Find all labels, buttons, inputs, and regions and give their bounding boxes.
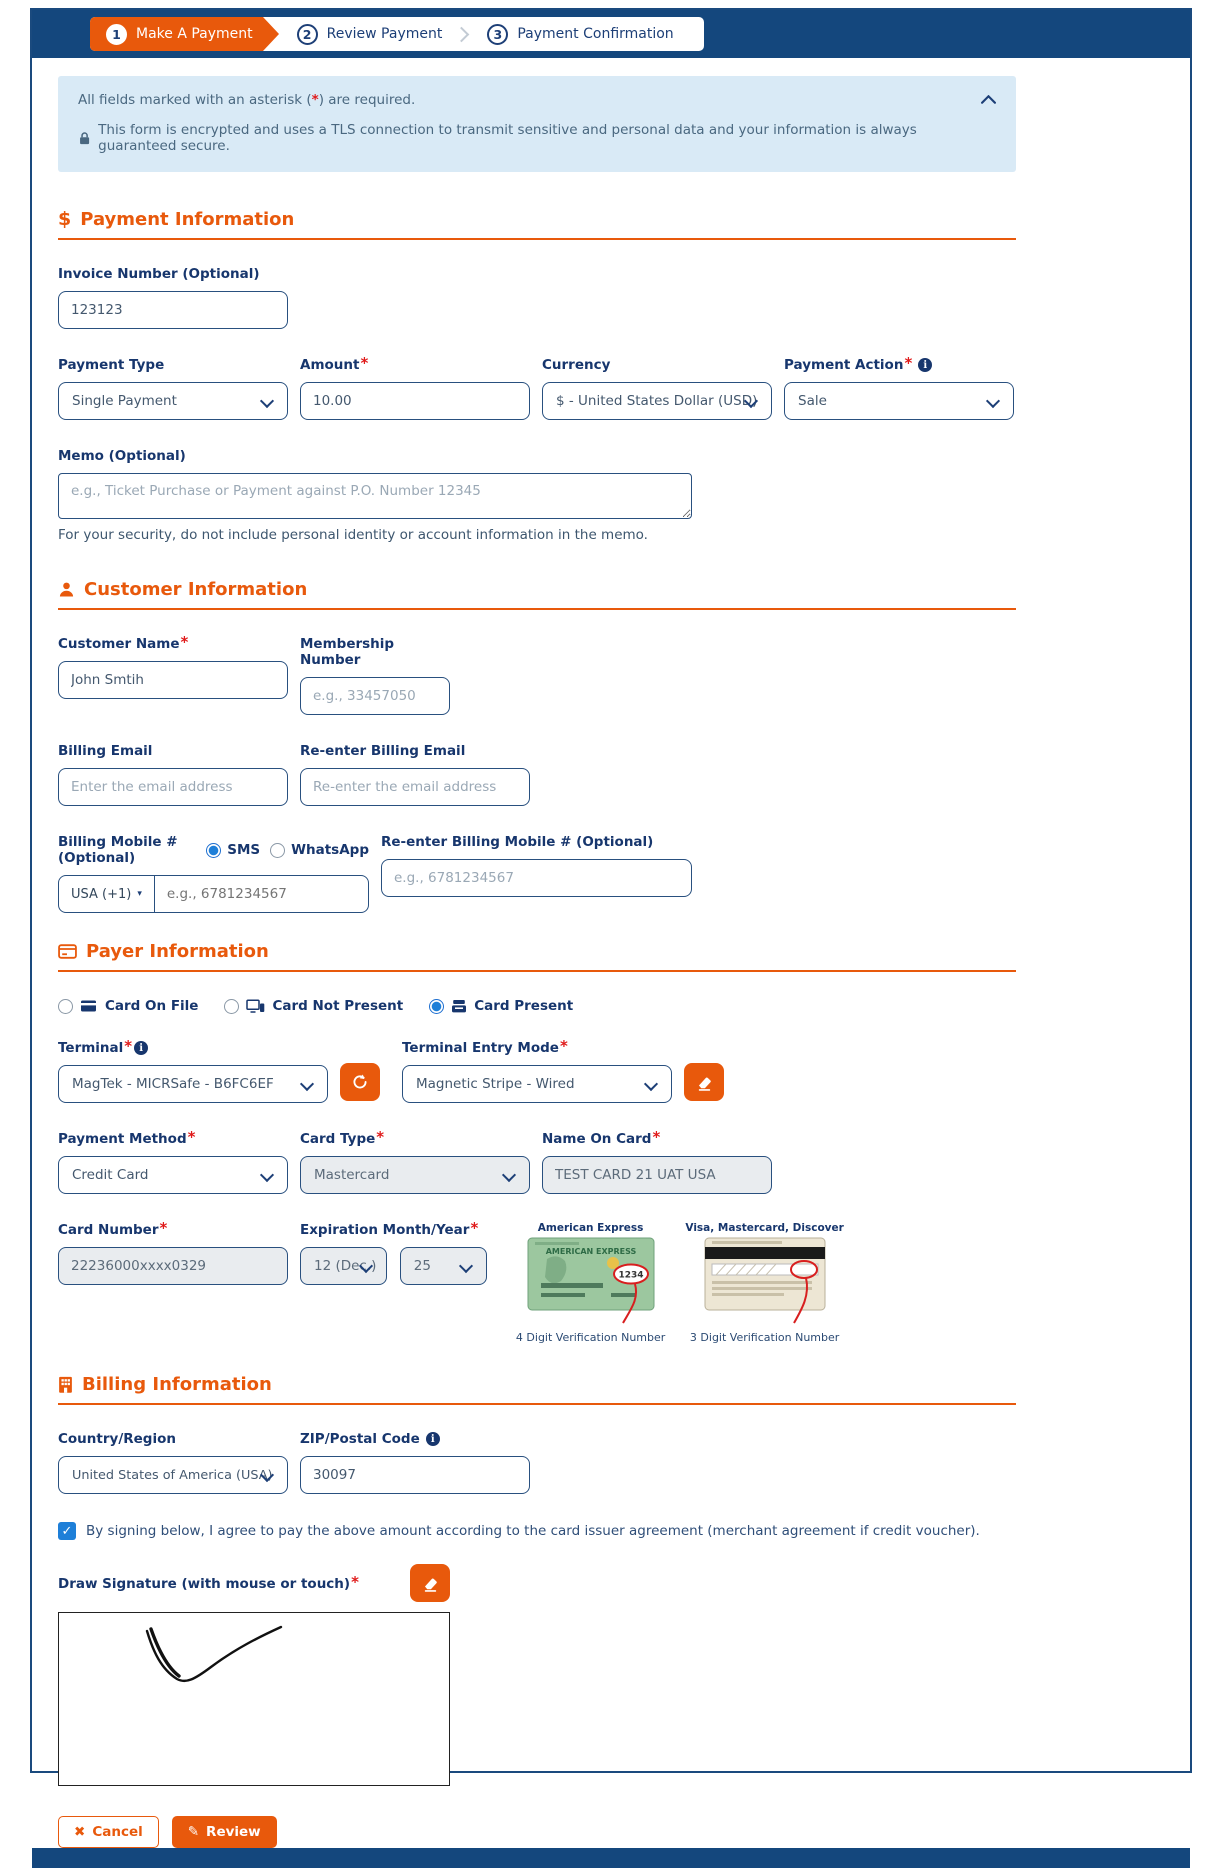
field-card-number — [58, 1219, 288, 1285]
pencil-icon: ✎ — [187, 1824, 200, 1840]
terminal-select[interactable]: MagTek - MICRSafe - B6FC6EF — [58, 1065, 328, 1103]
membership-number-label: Membership Number — [300, 636, 395, 668]
chevron-up-icon — [981, 95, 996, 104]
step-3-label: Payment Confirmation — [517, 26, 674, 42]
billing-mobile-input[interactable] — [155, 876, 368, 912]
invoice-number-input[interactable] — [58, 291, 288, 329]
amex-card-image — [527, 1237, 655, 1329]
country-region-select[interactable]: United States of America (USA) — [58, 1456, 288, 1494]
reenter-billing-email-input[interactable] — [300, 768, 530, 806]
visa-cvv-note: 3 Digit Verification Number — [689, 1331, 840, 1344]
tls-secure-note: This form is encrypted and uses a TLS connection to transmit sensitive and personal data and your information is always guaranteed secure. — [78, 122, 996, 154]
country-code-select[interactable]: USA (+1) ▾ — [59, 876, 155, 912]
signature-stroke — [59, 1613, 451, 1787]
name-on-card-label: Name On Card * — [542, 1128, 661, 1147]
payment-action-info-icon[interactable]: i — [918, 358, 932, 372]
field-card-type — [300, 1128, 530, 1194]
payment-form-window — [30, 8, 1192, 1840]
field-terminal — [58, 1037, 328, 1103]
security-info-banner — [58, 76, 1016, 172]
card-number-label: Card Number * — [58, 1219, 168, 1238]
asterisk: * — [311, 92, 319, 108]
reenter-billing-mobile-label: Re-enter Billing Mobile # (Optional) — [381, 834, 654, 850]
field-membership-number — [300, 636, 450, 715]
field-name-on-card — [542, 1128, 772, 1194]
customer-name-input[interactable] — [58, 661, 288, 699]
reenter-billing-mobile-input[interactable] — [381, 859, 692, 897]
field-terminal-entry-mode — [402, 1037, 672, 1103]
credit-card-icon — [58, 944, 77, 959]
whatsapp-radio-label[interactable]: WhatsApp — [291, 842, 369, 858]
billing-email-input[interactable] — [58, 768, 288, 806]
card-number-input — [58, 1247, 288, 1285]
cancel-button[interactable]: ✖ Cancel — [58, 1816, 159, 1848]
svg-text:AMERICAN EXPRESS: AMERICAN EXPRESS — [545, 1247, 636, 1256]
payer-information-heading: Payer Information — [58, 941, 1016, 972]
field-zip-code — [300, 1431, 530, 1494]
expiration-year-select[interactable]: 25 — [400, 1247, 487, 1285]
zip-info-icon[interactable]: i — [426, 1432, 440, 1446]
billing-information-heading: Billing Information — [58, 1374, 1016, 1405]
card-not-present-radio[interactable] — [224, 999, 239, 1014]
expiration-label: Expiration Month/Year * — [300, 1219, 479, 1238]
field-expiration — [300, 1219, 487, 1285]
review-button[interactable]: ✎ Review — [172, 1816, 277, 1848]
card-on-file-icon — [80, 999, 98, 1013]
field-reenter-billing-email — [300, 743, 530, 806]
customer-information-heading: Customer Information — [58, 579, 1016, 610]
agreement-text: By signing below, I agree to pay the above amount according to the card issuer agreement (merchant agreement if credit voucher). — [86, 1523, 980, 1539]
step-1-label: Make A Payment — [136, 26, 253, 42]
amount-input[interactable] — [300, 382, 530, 420]
field-amount — [300, 354, 530, 420]
billing-email-label: Billing Email — [58, 743, 153, 759]
building-icon — [58, 1376, 73, 1393]
card-not-present-option[interactable]: Card Not Present — [224, 998, 403, 1014]
amount-label: Amount * — [300, 354, 369, 373]
field-payment-action — [784, 354, 1014, 420]
collapse-banner-button[interactable] — [977, 88, 1000, 112]
clear-entry-mode-button[interactable] — [684, 1063, 724, 1101]
eraser-icon — [421, 1574, 440, 1593]
step-make-a-payment[interactable] — [90, 17, 263, 51]
billing-mobile-input-group — [58, 875, 369, 913]
field-currency — [542, 357, 772, 420]
signature-canvas[interactable] — [58, 1612, 450, 1786]
zip-code-input[interactable] — [300, 1456, 530, 1494]
card-type-select: Mastercard — [300, 1156, 530, 1194]
payment-type-label: Payment Type — [58, 357, 165, 373]
currency-label: Currency — [542, 357, 611, 373]
terminal-info-icon[interactable]: i — [134, 1041, 148, 1055]
refresh-icon — [351, 1073, 369, 1091]
clear-signature-button[interactable] — [410, 1564, 450, 1602]
amex-cvv-figure — [511, 1222, 671, 1344]
field-customer-name — [58, 633, 288, 699]
whatsapp-radio[interactable] — [270, 843, 285, 858]
terminal-entry-mode-label: Terminal Entry Mode * — [402, 1037, 568, 1056]
visa-caption: Visa, Mastercard, Discover — [685, 1222, 844, 1234]
currency-select[interactable]: $ - United States Dollar (USD) — [542, 382, 772, 420]
payment-method-label: Payment Method * — [58, 1128, 196, 1147]
bottom-bar — [32, 1848, 1190, 1868]
payment-action-label: Payment Action * i — [784, 357, 1014, 373]
billing-mobile-label: Billing Mobile # (Optional) SMS WhatsApp — [58, 834, 369, 866]
caret-down-icon: ▾ — [137, 889, 142, 899]
zip-code-label: ZIP/Postal Code i — [300, 1431, 530, 1447]
lock-icon — [78, 131, 91, 146]
sms-radio-label[interactable]: SMS — [227, 842, 261, 858]
customer-name-label: Customer Name * — [58, 633, 189, 652]
memo-textarea[interactable] — [58, 473, 692, 519]
cvv-help-figures — [511, 1222, 845, 1344]
step-2-number-badge: 2 — [297, 24, 318, 45]
payment-type-select[interactable]: Single Payment — [58, 382, 288, 420]
card-present-radio[interactable] — [429, 999, 444, 1014]
visa-cvv-figure — [685, 1222, 845, 1344]
invoice-number-label: Invoice Number (Optional) — [58, 266, 260, 282]
membership-number-input[interactable] — [300, 677, 450, 715]
step-2-label: Review Payment — [326, 26, 443, 42]
agreement-checkbox[interactable] — [58, 1522, 76, 1540]
check-icon: ✓ — [61, 1523, 73, 1539]
field-payment-type — [58, 357, 288, 420]
card-present-option[interactable]: Card Present — [429, 998, 573, 1014]
required-fields-note: All fields marked with an asterisk (*) are required. — [78, 92, 416, 108]
country-region-label: Country/Region — [58, 1431, 176, 1447]
expiration-month-select[interactable]: 12 (Dec.) — [300, 1247, 387, 1285]
payment-action-select[interactable]: Sale — [784, 382, 1014, 420]
field-reenter-billing-mobile — [381, 834, 692, 897]
card-not-present-icon — [246, 999, 265, 1013]
reenter-billing-email-label: Re-enter Billing Email — [300, 743, 466, 759]
stepper — [90, 17, 704, 51]
card-type-label: Card Type * — [300, 1128, 385, 1147]
name-on-card-input — [542, 1156, 772, 1194]
amex-cvv-note: 4 Digit Verification Number — [515, 1331, 666, 1344]
payment-method-select[interactable]: Credit Card — [58, 1156, 288, 1194]
svg-text:1234: 1234 — [618, 1270, 644, 1281]
step-review-payment[interactable] — [281, 17, 459, 51]
signature-label: Draw Signature (with mouse or touch) * — [58, 1573, 359, 1592]
stepper-bar — [32, 10, 1190, 58]
amex-caption: American Express — [537, 1222, 644, 1234]
dollar-icon: $ — [58, 208, 72, 230]
field-billing-email — [58, 743, 288, 806]
cancel-x-icon: ✖ — [74, 1824, 86, 1840]
card-on-file-option[interactable]: Card On File — [58, 998, 198, 1014]
person-icon — [58, 581, 75, 598]
terminal-label: Terminal * i — [58, 1040, 328, 1056]
field-invoice-number — [58, 266, 288, 329]
refresh-terminals-button[interactable] — [340, 1063, 380, 1101]
card-present-icon — [451, 999, 467, 1013]
field-billing-mobile — [58, 834, 369, 913]
visa-card-back-image — [704, 1237, 826, 1329]
step-3-number-badge: 3 — [487, 24, 508, 45]
card-on-file-radio[interactable] — [58, 999, 73, 1014]
field-payment-method — [58, 1128, 288, 1194]
memo-security-note: For your security, do not include personal identity or account information in the memo. — [58, 527, 648, 543]
field-country-region — [58, 1431, 288, 1494]
step-1-number-badge: 1 — [106, 24, 127, 45]
sms-radio[interactable] — [206, 843, 221, 858]
memo-label: Memo (Optional) — [58, 448, 186, 464]
step-payment-confirmation[interactable] — [471, 17, 689, 51]
payment-information-heading: $ Payment Information — [58, 208, 1016, 240]
eraser-icon — [695, 1073, 714, 1092]
terminal-entry-mode-select[interactable]: Magnetic Stripe - Wired — [402, 1065, 672, 1103]
